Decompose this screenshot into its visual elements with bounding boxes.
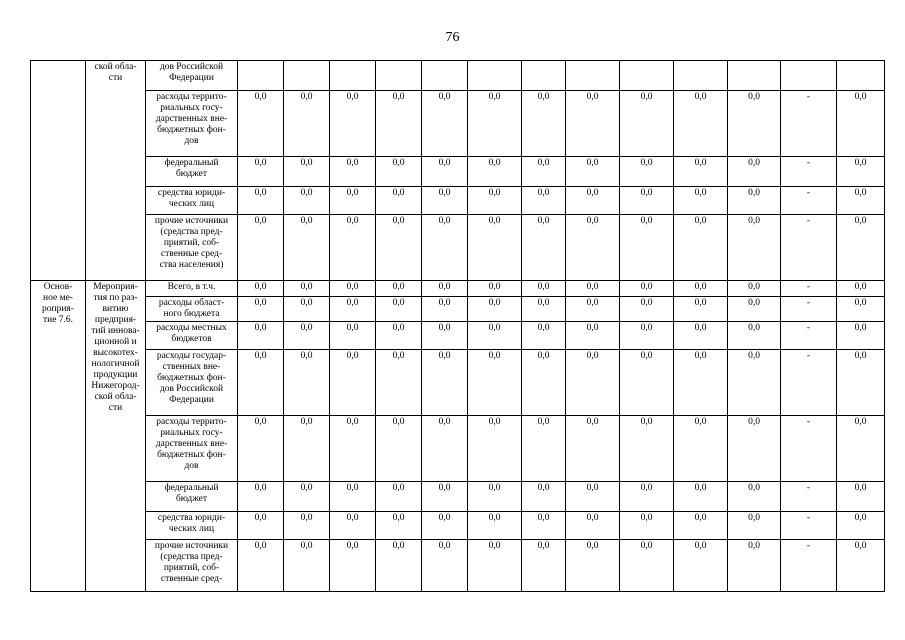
value-cell: 0,0 <box>468 281 522 297</box>
value-cell: - <box>781 482 837 512</box>
value-cell: 0,0 <box>284 215 330 281</box>
value-cell: 0,0 <box>566 350 620 416</box>
value-cell: 0,0 <box>566 281 620 297</box>
value-cell: 0,0 <box>330 187 376 215</box>
value-cell: 0,0 <box>522 512 566 540</box>
value-cell: 0,0 <box>238 297 284 322</box>
value-cell <box>238 61 284 91</box>
value-cell: 0,0 <box>422 215 468 281</box>
value-cell: 0,0 <box>422 512 468 540</box>
value-cell: 0,0 <box>728 157 781 187</box>
value-cell: - <box>781 322 837 350</box>
value-cell: 0,0 <box>376 297 422 322</box>
table-row <box>31 297 885 322</box>
value-cell: 0,0 <box>728 482 781 512</box>
value-cell: 0,0 <box>674 482 728 512</box>
value-cell: 0,0 <box>376 350 422 416</box>
table-row <box>31 512 885 540</box>
value-cell: 0,0 <box>376 91 422 157</box>
value-cell: 0,0 <box>728 215 781 281</box>
value-cell: 0,0 <box>376 482 422 512</box>
value-cell: - <box>781 350 837 416</box>
value-cell: 0,0 <box>468 512 522 540</box>
value-cell: 0,0 <box>522 350 566 416</box>
funding-source-cell: расходы террито- риальных госу- дарственных вне- бюджетных фон- дов <box>146 416 238 482</box>
value-cell: - <box>781 297 837 322</box>
value-cell: 0,0 <box>376 281 422 297</box>
value-cell: 0,0 <box>728 540 781 592</box>
value-cell <box>284 61 330 91</box>
table-row <box>31 350 885 416</box>
value-cell: 0,0 <box>728 187 781 215</box>
value-cell: 0,0 <box>837 281 885 297</box>
table-row <box>31 91 885 157</box>
value-cell: 0,0 <box>376 540 422 592</box>
value-cell: 0,0 <box>376 187 422 215</box>
value-cell: - <box>781 215 837 281</box>
value-cell: 0,0 <box>238 416 284 482</box>
value-cell: 0,0 <box>728 281 781 297</box>
value-cell: 0,0 <box>728 297 781 322</box>
funding-source-cell: расходы государ- ственных вне- бюджетных фон- дов Российской Федерации <box>146 350 238 416</box>
event-cell <box>31 61 86 281</box>
value-cell: 0,0 <box>468 540 522 592</box>
value-cell: 0,0 <box>468 350 522 416</box>
value-cell: - <box>781 187 837 215</box>
value-cell: 0,0 <box>284 540 330 592</box>
value-cell: 0,0 <box>620 281 674 297</box>
value-cell: 0,0 <box>837 91 885 157</box>
value-cell: 0,0 <box>566 482 620 512</box>
value-cell: 0,0 <box>376 215 422 281</box>
value-cell: 0,0 <box>422 482 468 512</box>
value-cell: 0,0 <box>284 91 330 157</box>
value-cell <box>468 61 522 91</box>
value-cell: 0,0 <box>837 512 885 540</box>
value-cell: 0,0 <box>674 187 728 215</box>
value-cell: 0,0 <box>422 157 468 187</box>
value-cell: 0,0 <box>837 482 885 512</box>
value-cell: 0,0 <box>620 157 674 187</box>
value-cell: 0,0 <box>376 157 422 187</box>
value-cell: 0,0 <box>238 540 284 592</box>
value-cell: 0,0 <box>566 416 620 482</box>
funding-source-cell: расходы област- ного бюджета <box>146 297 238 322</box>
value-cell: - <box>781 281 837 297</box>
value-cell: 0,0 <box>468 187 522 215</box>
value-cell: 0,0 <box>376 322 422 350</box>
funding-source-cell: средства юриди- ческих лиц <box>146 187 238 215</box>
value-cell: 0,0 <box>330 91 376 157</box>
value-cell: 0,0 <box>522 416 566 482</box>
value-cell: - <box>781 157 837 187</box>
table-row <box>31 322 885 350</box>
value-cell: - <box>781 540 837 592</box>
table-row <box>31 61 885 91</box>
table-row <box>31 157 885 187</box>
value-cell: 0,0 <box>468 91 522 157</box>
value-cell: 0,0 <box>522 157 566 187</box>
value-cell: 0,0 <box>674 512 728 540</box>
value-cell: 0,0 <box>566 540 620 592</box>
value-cell: 0,0 <box>238 91 284 157</box>
value-cell: 0,0 <box>837 187 885 215</box>
value-cell: 0,0 <box>238 350 284 416</box>
value-cell: 0,0 <box>837 416 885 482</box>
table-row <box>31 215 885 281</box>
value-cell: 0,0 <box>422 540 468 592</box>
value-cell: 0,0 <box>330 215 376 281</box>
value-cell: 0,0 <box>284 187 330 215</box>
value-cell: 0,0 <box>620 482 674 512</box>
value-cell: 0,0 <box>468 322 522 350</box>
value-cell: 0,0 <box>728 91 781 157</box>
value-cell: 0,0 <box>566 512 620 540</box>
value-cell: 0,0 <box>620 91 674 157</box>
value-cell: 0,0 <box>376 416 422 482</box>
budget-table <box>30 60 885 592</box>
value-cell: 0,0 <box>330 322 376 350</box>
value-cell: 0,0 <box>837 350 885 416</box>
value-cell: 0,0 <box>620 416 674 482</box>
value-cell: 0,0 <box>468 482 522 512</box>
value-cell: 0,0 <box>284 281 330 297</box>
value-cell: 0,0 <box>284 322 330 350</box>
value-cell: 0,0 <box>674 215 728 281</box>
value-cell: 0,0 <box>522 187 566 215</box>
value-cell: 0,0 <box>238 187 284 215</box>
value-cell: 0,0 <box>837 215 885 281</box>
value-cell: 0,0 <box>728 416 781 482</box>
value-cell: 0,0 <box>238 157 284 187</box>
value-cell: 0,0 <box>422 187 468 215</box>
value-cell: 0,0 <box>238 281 284 297</box>
value-cell: 0,0 <box>422 281 468 297</box>
value-cell: 0,0 <box>522 482 566 512</box>
value-cell: 0,0 <box>330 540 376 592</box>
value-cell: 0,0 <box>620 297 674 322</box>
table-row <box>31 482 885 512</box>
value-cell: 0,0 <box>330 157 376 187</box>
value-cell: 0,0 <box>284 297 330 322</box>
value-cell: 0,0 <box>728 512 781 540</box>
value-cell: 0,0 <box>468 416 522 482</box>
value-cell: 0,0 <box>284 512 330 540</box>
value-cell: 0,0 <box>522 281 566 297</box>
value-cell: 0,0 <box>422 416 468 482</box>
value-cell: 0,0 <box>620 322 674 350</box>
value-cell <box>837 61 885 91</box>
value-cell: 0,0 <box>728 350 781 416</box>
value-cell: 0,0 <box>422 322 468 350</box>
funding-source-cell: расходы местных бюджетов <box>146 322 238 350</box>
value-cell <box>566 61 620 91</box>
value-cell: 0,0 <box>330 512 376 540</box>
table-row <box>31 187 885 215</box>
value-cell: 0,0 <box>674 350 728 416</box>
value-cell: 0,0 <box>468 157 522 187</box>
value-cell <box>376 61 422 91</box>
value-cell: 0,0 <box>620 187 674 215</box>
funding-source-cell: Всего, в т.ч. <box>146 281 238 297</box>
value-cell: 0,0 <box>468 297 522 322</box>
value-cell: - <box>781 91 837 157</box>
value-cell: 0,0 <box>284 350 330 416</box>
event-name-cell: Мероприя- тия по раз- витию предприя- тий иннова- ционной и высокотех- нологичной продукции Нижегород- ской обла- сти <box>86 281 146 592</box>
value-cell: 0,0 <box>522 322 566 350</box>
value-cell: 0,0 <box>837 157 885 187</box>
value-cell: 0,0 <box>566 297 620 322</box>
value-cell: 0,0 <box>837 540 885 592</box>
value-cell: 0,0 <box>284 482 330 512</box>
table-row <box>31 540 885 592</box>
value-cell: 0,0 <box>422 350 468 416</box>
value-cell: 0,0 <box>468 215 522 281</box>
value-cell: 0,0 <box>620 540 674 592</box>
value-cell: 0,0 <box>238 512 284 540</box>
value-cell: 0,0 <box>837 297 885 322</box>
funding-source-cell: прочие источники (средства пред- приятий, соб- ственные сред- <box>146 540 238 592</box>
funding-source-cell: средства юриди- ческих лиц <box>146 512 238 540</box>
event-name-cell: ской обла- сти <box>86 61 146 281</box>
funding-source-cell: прочие источники (средства пред- приятий, соб- ственные сред- ства населения) <box>146 215 238 281</box>
funding-source-cell: расходы террито- риальных госу- дарственных вне- бюджетных фон- дов <box>146 91 238 157</box>
value-cell: 0,0 <box>566 215 620 281</box>
value-cell: 0,0 <box>674 281 728 297</box>
value-cell: 0,0 <box>238 215 284 281</box>
value-cell: 0,0 <box>330 297 376 322</box>
value-cell <box>728 61 781 91</box>
value-cell: 0,0 <box>728 322 781 350</box>
value-cell: 0,0 <box>566 322 620 350</box>
table-row <box>31 416 885 482</box>
value-cell: 0,0 <box>330 482 376 512</box>
value-cell: 0,0 <box>620 512 674 540</box>
value-cell: - <box>781 512 837 540</box>
value-cell: 0,0 <box>422 297 468 322</box>
value-cell: 0,0 <box>284 157 330 187</box>
value-cell: 0,0 <box>566 187 620 215</box>
value-cell: 0,0 <box>422 91 468 157</box>
table-row <box>31 281 885 297</box>
value-cell <box>781 61 837 91</box>
funding-source-cell: федеральный бюджет <box>146 157 238 187</box>
value-cell: 0,0 <box>674 540 728 592</box>
value-cell <box>330 61 376 91</box>
value-cell: 0,0 <box>284 416 330 482</box>
value-cell <box>674 61 728 91</box>
value-cell <box>422 61 468 91</box>
value-cell: 0,0 <box>566 91 620 157</box>
value-cell <box>620 61 674 91</box>
value-cell: 0,0 <box>674 322 728 350</box>
value-cell: 0,0 <box>522 215 566 281</box>
value-cell: - <box>781 416 837 482</box>
value-cell: 0,0 <box>522 91 566 157</box>
value-cell: 0,0 <box>376 512 422 540</box>
page-number: 76 <box>445 30 460 45</box>
value-cell: 0,0 <box>674 416 728 482</box>
value-cell <box>522 61 566 91</box>
funding-source-cell: федеральный бюджет <box>146 482 238 512</box>
value-cell: 0,0 <box>238 322 284 350</box>
value-cell: 0,0 <box>837 322 885 350</box>
value-cell: 0,0 <box>330 281 376 297</box>
value-cell: 0,0 <box>522 540 566 592</box>
value-cell: 0,0 <box>566 157 620 187</box>
value-cell: 0,0 <box>620 350 674 416</box>
value-cell: 0,0 <box>674 91 728 157</box>
funding-source-cell: дов Российской Федерации <box>146 61 238 91</box>
value-cell: 0,0 <box>674 157 728 187</box>
event-cell: Основ- ное ме- роприя- тие 7.6. <box>31 281 86 592</box>
value-cell: 0,0 <box>238 482 284 512</box>
value-cell: 0,0 <box>522 297 566 322</box>
value-cell: 0,0 <box>620 215 674 281</box>
value-cell: 0,0 <box>330 416 376 482</box>
value-cell: 0,0 <box>674 297 728 322</box>
value-cell: 0,0 <box>330 350 376 416</box>
